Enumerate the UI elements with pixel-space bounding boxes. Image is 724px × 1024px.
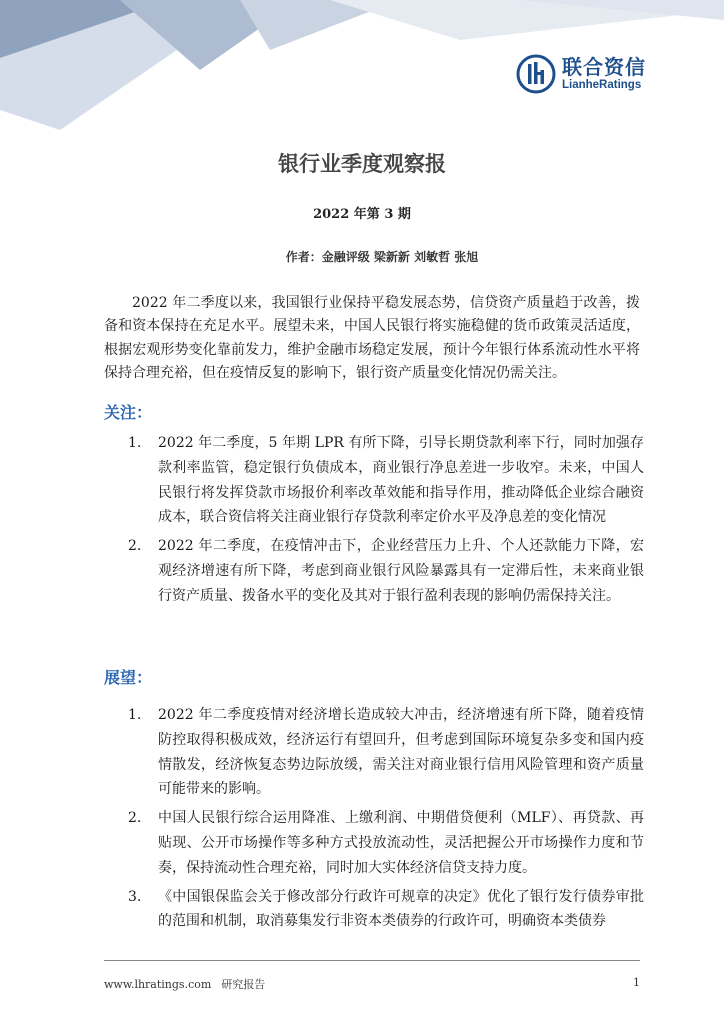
list-item	[104, 431, 644, 530]
list-item	[104, 534, 644, 608]
list-item-text: 2022 年二季度疫情对经济增长造成较大冲击，经济增速有所下降，随着疫情防控取得积极成效，经济运行有望回升，但考虑到国际环境复杂多变和国内疫情散发，经济恢复态势边际放缓，需关注对商业银行信用风险管理和资产质量可能带来的影响。	[158, 707, 644, 798]
list-item-text: 2022 年二季度，在疫情冲击下，企业经营压力上升、个人还款能力下降，宏观经济增速有所下降，考虑到商业银行风险暴露具有一定滞后性，未来商业银行资产质量、拨备水平的变化及其对于银行盈利表现的影响仍需保持关注。	[158, 538, 644, 604]
focus-list	[104, 431, 644, 613]
list-item-number: 2.	[128, 538, 142, 555]
list-item-number: 3.	[128, 888, 142, 905]
focus-heading: 关注：	[104, 403, 153, 422]
lianhe-logo-icon	[516, 54, 556, 94]
list-item-number: 1.	[128, 707, 142, 723]
footer-label: 研究报告	[221, 978, 266, 991]
logo-chinese-name: 联合资信	[562, 55, 646, 79]
list-item-text: 《中国银保监会关于修改部分行政许可规章的决定》优化了银行发行债券审批的范围和机制，取消募集发行非资本类债券的行政许可，明确资本类债券	[158, 888, 644, 930]
list-item-text: 中国人民银行综合运用降准、上缴利润、中期借贷便利（MLF）、再贷款、再贴现、公开市场操作等多种方式投放流动性，灵活把握公开市场操作力度和节奏，保持流动性合理充裕，同时加大实体经济信贷支持力度。	[158, 810, 644, 876]
outlook-heading: 展望：	[104, 668, 153, 687]
authors-line: 作者：金融评级 梁新新 刘敏哲 张旭	[285, 250, 479, 264]
issue-number: 2022 年第 3 期	[313, 207, 411, 222]
list-item-number: 1.	[128, 435, 142, 451]
footer-divider	[104, 960, 640, 961]
list-item-number: 2.	[128, 810, 142, 827]
company-logo	[516, 54, 646, 94]
intro-paragraph: 2022 年二季度以来，我国银行业保持平稳发展态势，信贷资产质量趋于改善，拨备和资本保持在充足水平。展望未来，中国人民银行将实施稳健的货币政策灵活适度，根据宏观形势变化靠前发力，维护金融市场稳定发展，预计今年银行体系流动性水平将保持合理充裕，但在疫情反复的影响下，银行资产质量变化情况仍需关注。	[104, 295, 640, 381]
page-number: 1	[633, 976, 640, 989]
list-item-text: 2022 年二季度，5 年期 LPR 有所下降，引导长期贷款利率下行，同时加强存款利率监管，稳定银行负债成本，商业银行净息差进一步收窄。未来，中国人民银行将发挥贷款市场报价利率改革效能和指导作用，推动降低企业综合融资成本，联合资信将关注商业银行存贷款利率定价水平及净息差的变化情况	[158, 435, 644, 526]
list-item	[104, 885, 644, 935]
report-title: 银行业季度观察报	[278, 152, 446, 176]
outlook-list	[104, 703, 644, 938]
list-item	[104, 806, 644, 880]
logo-english-name: LianheRatings	[562, 79, 642, 91]
footer-info	[104, 976, 275, 992]
footer-website-link[interactable]: www.lhratings.com	[104, 978, 212, 991]
list-item	[104, 703, 644, 802]
